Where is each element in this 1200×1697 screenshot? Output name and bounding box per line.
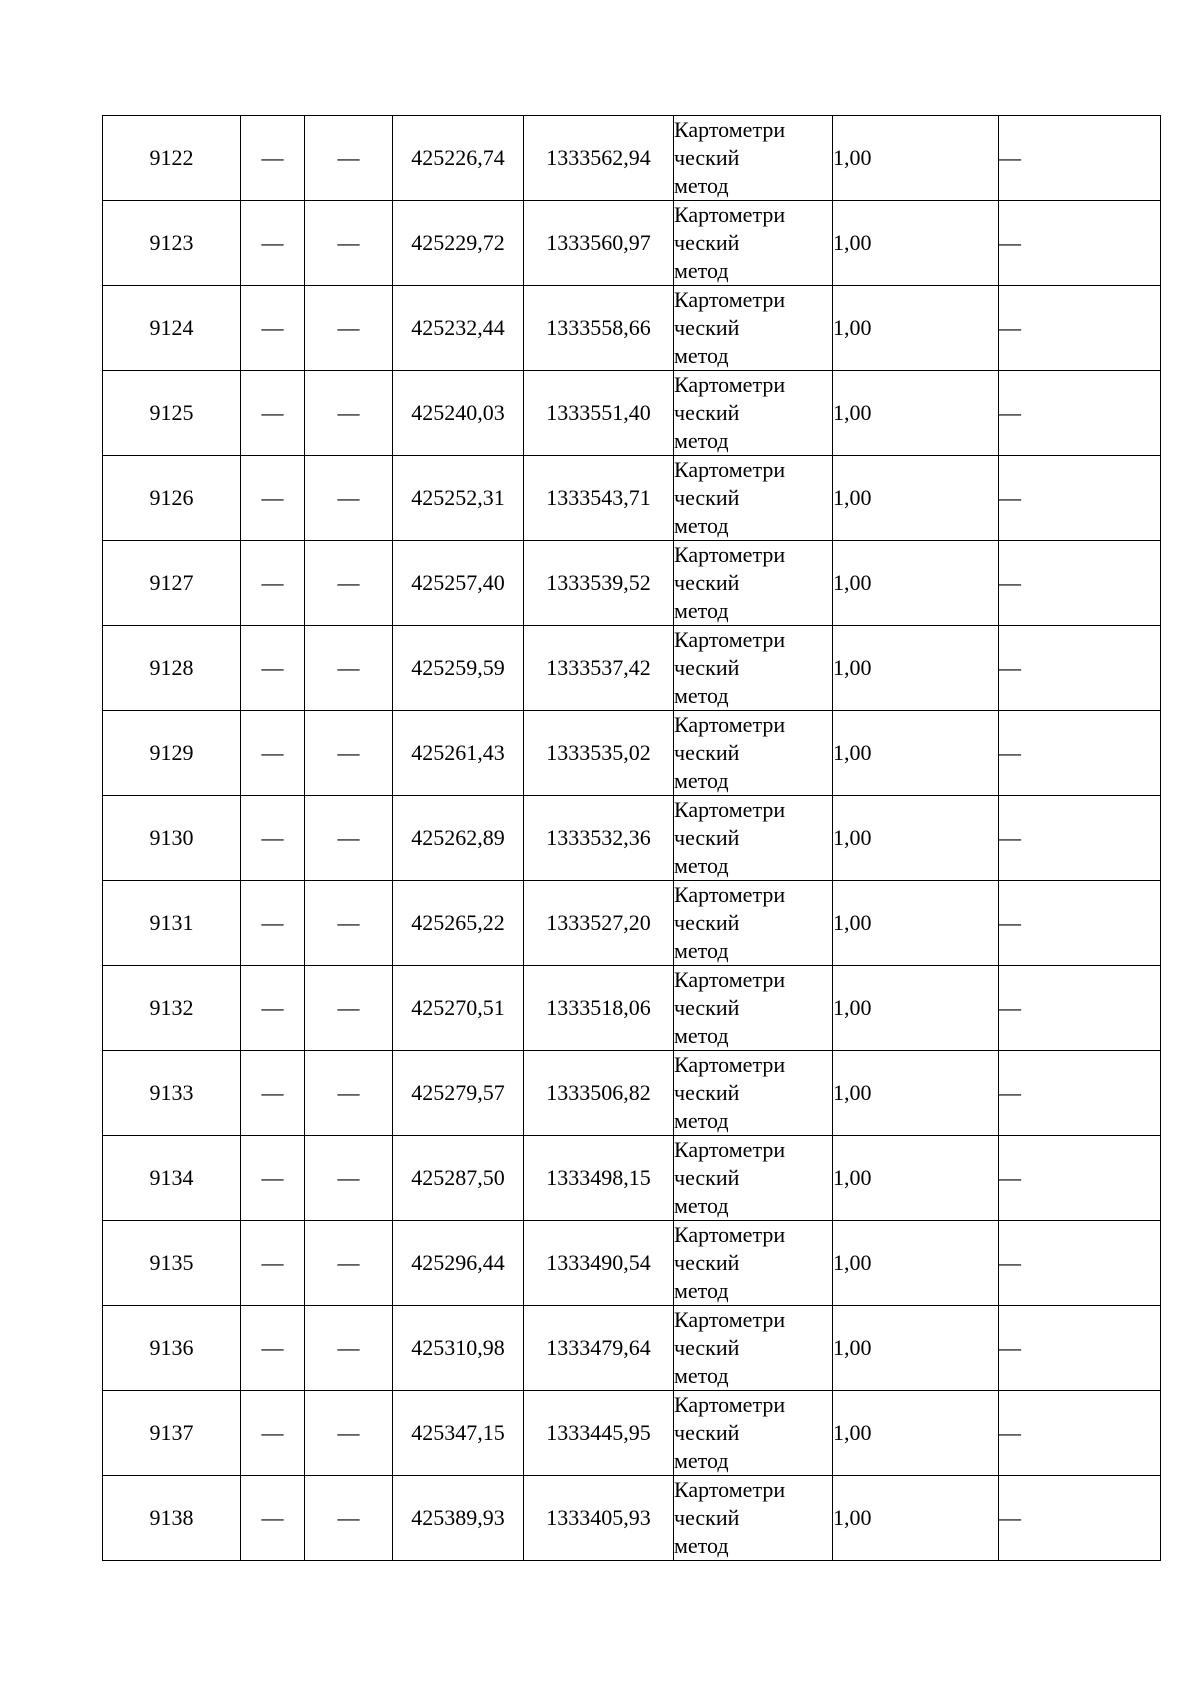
point-number-text: 9137 — [149, 1420, 194, 1445]
table-row — [103, 201, 1161, 286]
dash-cell — [999, 966, 1161, 1051]
dash-cell — [241, 456, 305, 541]
table-row — [103, 286, 1161, 371]
point-number-cell — [103, 626, 241, 711]
dash-cell — [305, 1051, 393, 1136]
x-coordinate-text: 425310,98 — [411, 1335, 505, 1360]
x-coordinate-cell — [393, 371, 524, 456]
dash-text: — — [261, 910, 284, 935]
dash-cell — [241, 116, 305, 201]
dash-text: — — [999, 1165, 1021, 1190]
accuracy-text: 1,00 — [833, 570, 872, 595]
accuracy-cell — [833, 796, 999, 881]
x-coordinate-text: 425232,44 — [411, 315, 505, 340]
dash-cell — [241, 881, 305, 966]
dash-text: — — [337, 230, 360, 255]
table-body — [103, 116, 1161, 1561]
point-number-text: 9130 — [149, 825, 194, 850]
x-coordinate-text: 425252,31 — [411, 485, 505, 510]
dash-cell — [305, 796, 393, 881]
point-number-text: 9122 — [149, 145, 194, 170]
accuracy-text: 1,00 — [833, 825, 872, 850]
point-number-text: 9133 — [149, 1080, 194, 1105]
dash-cell — [305, 116, 393, 201]
dash-text: — — [337, 995, 360, 1020]
dash-text: — — [999, 1080, 1021, 1105]
y-coordinate-cell — [524, 116, 674, 201]
accuracy-cell — [833, 456, 999, 541]
dash-cell — [999, 1476, 1161, 1561]
dash-cell — [999, 796, 1161, 881]
dash-cell — [305, 1136, 393, 1221]
dash-cell — [241, 796, 305, 881]
x-coordinate-cell — [393, 881, 524, 966]
method-text: Картометри ческий метод — [674, 1222, 786, 1303]
dash-cell — [241, 371, 305, 456]
accuracy-cell — [833, 1136, 999, 1221]
dash-text: — — [337, 315, 360, 340]
x-coordinate-cell — [393, 116, 524, 201]
table-row — [103, 1136, 1161, 1221]
accuracy-cell — [833, 626, 999, 711]
x-coordinate-cell — [393, 1136, 524, 1221]
y-coordinate-text: 1333537,42 — [546, 655, 651, 680]
dash-text: — — [337, 570, 360, 595]
dash-cell — [999, 626, 1161, 711]
dash-cell — [241, 711, 305, 796]
accuracy-cell — [833, 1221, 999, 1306]
accuracy-text: 1,00 — [833, 740, 872, 765]
point-number-text: 9138 — [149, 1505, 194, 1530]
y-coordinate-text: 1333551,40 — [546, 400, 651, 425]
method-cell — [674, 1476, 833, 1561]
point-number-cell — [103, 1051, 241, 1136]
y-coordinate-cell — [524, 1476, 674, 1561]
accuracy-cell — [833, 286, 999, 371]
point-number-cell — [103, 286, 241, 371]
point-number-cell — [103, 711, 241, 796]
x-coordinate-text: 425389,93 — [411, 1505, 505, 1530]
accuracy-cell — [833, 116, 999, 201]
x-coordinate-cell — [393, 286, 524, 371]
dash-text: — — [261, 485, 284, 510]
dash-text: — — [261, 1080, 284, 1105]
dash-cell — [305, 1306, 393, 1391]
method-cell — [674, 881, 833, 966]
dash-text: — — [999, 315, 1021, 340]
dash-cell — [999, 881, 1161, 966]
point-number-cell — [103, 881, 241, 966]
accuracy-text: 1,00 — [833, 995, 872, 1020]
dash-cell — [241, 1391, 305, 1476]
y-coordinate-cell — [524, 711, 674, 796]
x-coordinate-cell — [393, 1221, 524, 1306]
y-coordinate-cell — [524, 881, 674, 966]
y-coordinate-text: 1333560,97 — [546, 230, 651, 255]
y-coordinate-text: 1333518,06 — [546, 995, 651, 1020]
method-text: Картометри ческий метод — [674, 372, 786, 453]
accuracy-text: 1,00 — [833, 1080, 872, 1105]
accuracy-text: 1,00 — [833, 1165, 872, 1190]
x-coordinate-cell — [393, 796, 524, 881]
method-text: Картометри ческий метод — [674, 797, 786, 878]
method-text: Картометри ческий метод — [674, 882, 786, 963]
x-coordinate-cell — [393, 626, 524, 711]
method-text: Картометри ческий метод — [674, 287, 786, 368]
dash-cell — [305, 286, 393, 371]
table-row — [103, 1476, 1161, 1561]
accuracy-text: 1,00 — [833, 145, 872, 170]
dash-cell — [241, 1306, 305, 1391]
y-coordinate-cell — [524, 966, 674, 1051]
dash-cell — [305, 1476, 393, 1561]
dash-text: — — [999, 145, 1021, 170]
method-text: Картометри ческий метод — [674, 457, 786, 538]
dash-cell — [999, 1221, 1161, 1306]
dash-text: — — [999, 1505, 1021, 1530]
table-row — [103, 711, 1161, 796]
point-number-text: 9134 — [149, 1165, 194, 1190]
point-number-text: 9131 — [149, 910, 194, 935]
dash-cell — [999, 456, 1161, 541]
accuracy-text: 1,00 — [833, 1505, 872, 1530]
dash-text: — — [261, 1420, 284, 1445]
y-coordinate-cell — [524, 626, 674, 711]
accuracy-cell — [833, 1306, 999, 1391]
method-text: Картометри ческий метод — [674, 967, 786, 1048]
method-cell — [674, 286, 833, 371]
x-coordinate-cell — [393, 541, 524, 626]
accuracy-cell — [833, 541, 999, 626]
dash-text: — — [261, 1505, 284, 1530]
dash-text: — — [337, 485, 360, 510]
dash-cell — [241, 626, 305, 711]
dash-cell — [305, 1391, 393, 1476]
accuracy-cell — [833, 711, 999, 796]
dash-cell — [241, 1136, 305, 1221]
accuracy-text: 1,00 — [833, 910, 872, 935]
dash-cell — [999, 1051, 1161, 1136]
dash-text: — — [261, 145, 284, 170]
method-text: Картометри ческий метод — [674, 1392, 786, 1473]
y-coordinate-text: 1333532,36 — [546, 825, 651, 850]
point-number-text: 9126 — [149, 485, 194, 510]
method-text: Картометри ческий метод — [674, 627, 786, 708]
dash-cell — [241, 1221, 305, 1306]
dash-text: — — [999, 655, 1021, 680]
dash-text: — — [999, 400, 1021, 425]
table-row — [103, 1306, 1161, 1391]
method-cell — [674, 1391, 833, 1476]
x-coordinate-cell — [393, 456, 524, 541]
method-cell — [674, 1051, 833, 1136]
point-number-cell — [103, 1391, 241, 1476]
y-coordinate-cell — [524, 1051, 674, 1136]
x-coordinate-cell — [393, 1306, 524, 1391]
x-coordinate-text: 425226,74 — [411, 145, 505, 170]
point-number-text: 9129 — [149, 740, 194, 765]
dash-cell — [999, 371, 1161, 456]
x-coordinate-text: 425261,43 — [411, 740, 505, 765]
method-text: Картометри ческий метод — [674, 542, 786, 623]
dash-text: — — [999, 740, 1021, 765]
dash-cell — [241, 541, 305, 626]
accuracy-text: 1,00 — [833, 400, 872, 425]
dash-text: — — [999, 570, 1021, 595]
dash-cell — [305, 371, 393, 456]
x-coordinate-text: 425265,22 — [411, 910, 505, 935]
point-number-cell — [103, 201, 241, 286]
dash-text: — — [261, 1165, 284, 1190]
accuracy-cell — [833, 201, 999, 286]
method-text: Картометри ческий метод — [674, 1307, 786, 1388]
y-coordinate-text: 1333539,52 — [546, 570, 651, 595]
y-coordinate-cell — [524, 1306, 674, 1391]
x-coordinate-text: 425257,40 — [411, 570, 505, 595]
accuracy-text: 1,00 — [833, 1335, 872, 1360]
table-row — [103, 116, 1161, 201]
dash-cell — [999, 116, 1161, 201]
table-row — [103, 1391, 1161, 1476]
method-cell — [674, 796, 833, 881]
dash-text: — — [337, 1505, 360, 1530]
dash-cell — [305, 711, 393, 796]
dash-cell — [241, 1051, 305, 1136]
y-coordinate-cell — [524, 1221, 674, 1306]
dash-cell — [999, 201, 1161, 286]
point-number-cell — [103, 1306, 241, 1391]
dash-text: — — [999, 1420, 1021, 1445]
dash-text: — — [261, 400, 284, 425]
table-row — [103, 1221, 1161, 1306]
accuracy-cell — [833, 966, 999, 1051]
method-cell — [674, 116, 833, 201]
point-number-cell — [103, 1476, 241, 1561]
dash-cell — [305, 456, 393, 541]
x-coordinate-cell — [393, 1476, 524, 1561]
dash-text: — — [999, 485, 1021, 510]
y-coordinate-text: 1333498,15 — [546, 1165, 651, 1190]
table-row — [103, 881, 1161, 966]
point-number-text: 9125 — [149, 400, 194, 425]
method-text: Картометри ческий метод — [674, 1477, 786, 1558]
dash-text: — — [337, 655, 360, 680]
method-cell — [674, 541, 833, 626]
dash-text: — — [999, 1335, 1021, 1360]
dash-text: — — [999, 1250, 1021, 1275]
accuracy-cell — [833, 1476, 999, 1561]
dash-cell — [999, 1306, 1161, 1391]
dash-cell — [999, 711, 1161, 796]
accuracy-cell — [833, 371, 999, 456]
accuracy-text: 1,00 — [833, 1250, 872, 1275]
point-number-text: 9136 — [149, 1335, 194, 1360]
y-coordinate-cell — [524, 286, 674, 371]
point-number-text: 9135 — [149, 1250, 194, 1275]
method-text: Картометри ческий метод — [674, 202, 786, 283]
dash-text: — — [261, 740, 284, 765]
dash-cell — [241, 201, 305, 286]
method-text: Картометри ческий метод — [674, 1137, 786, 1218]
y-coordinate-text: 1333535,02 — [546, 740, 651, 765]
x-coordinate-cell — [393, 966, 524, 1051]
y-coordinate-cell — [524, 796, 674, 881]
table-row — [103, 626, 1161, 711]
dash-cell — [999, 1136, 1161, 1221]
table-row — [103, 796, 1161, 881]
method-cell — [674, 966, 833, 1051]
x-coordinate-cell — [393, 1051, 524, 1136]
dash-cell — [241, 966, 305, 1051]
dash-cell — [241, 1476, 305, 1561]
y-coordinate-cell — [524, 541, 674, 626]
dash-text: — — [261, 825, 284, 850]
accuracy-text: 1,00 — [833, 485, 872, 510]
y-coordinate-cell — [524, 456, 674, 541]
x-coordinate-text: 425279,57 — [411, 1080, 505, 1105]
dash-cell — [999, 541, 1161, 626]
dash-cell — [305, 1221, 393, 1306]
dash-text: — — [261, 570, 284, 595]
y-coordinate-cell — [524, 201, 674, 286]
dash-cell — [999, 286, 1161, 371]
point-number-text: 9124 — [149, 315, 194, 340]
accuracy-cell — [833, 881, 999, 966]
y-coordinate-text: 1333543,71 — [546, 485, 651, 510]
point-number-cell — [103, 371, 241, 456]
dash-cell — [999, 1391, 1161, 1476]
accuracy-text: 1,00 — [833, 315, 872, 340]
dash-cell — [305, 966, 393, 1051]
accuracy-text: 1,00 — [833, 655, 872, 680]
x-coordinate-cell — [393, 201, 524, 286]
table-row — [103, 966, 1161, 1051]
dash-text: — — [261, 1335, 284, 1360]
y-coordinate-text: 1333405,93 — [546, 1505, 651, 1530]
accuracy-cell — [833, 1051, 999, 1136]
accuracy-cell — [833, 1391, 999, 1476]
x-coordinate-text: 425259,59 — [411, 655, 505, 680]
dash-text: — — [261, 315, 284, 340]
point-number-text: 9128 — [149, 655, 194, 680]
table-row — [103, 456, 1161, 541]
dash-text: — — [337, 910, 360, 935]
point-number-cell — [103, 1136, 241, 1221]
x-coordinate-text: 425270,51 — [411, 995, 505, 1020]
dash-text: — — [261, 230, 284, 255]
dash-cell — [241, 286, 305, 371]
point-number-text: 9123 — [149, 230, 194, 255]
point-number-cell — [103, 456, 241, 541]
point-number-text: 9127 — [149, 570, 194, 595]
y-coordinate-text: 1333558,66 — [546, 315, 651, 340]
dash-text: — — [337, 825, 360, 850]
table-row — [103, 371, 1161, 456]
accuracy-text: 1,00 — [833, 1420, 872, 1445]
y-coordinate-cell — [524, 371, 674, 456]
point-number-text: 9132 — [149, 995, 194, 1020]
point-number-cell — [103, 796, 241, 881]
point-number-cell — [103, 966, 241, 1051]
dash-text: — — [337, 400, 360, 425]
dash-cell — [305, 881, 393, 966]
point-number-cell — [103, 116, 241, 201]
dash-text: — — [337, 740, 360, 765]
dash-text: — — [261, 1250, 284, 1275]
y-coordinate-text: 1333445,95 — [546, 1420, 651, 1445]
dash-text: — — [999, 995, 1021, 1020]
y-coordinate-text: 1333490,54 — [546, 1250, 651, 1275]
method-cell — [674, 1221, 833, 1306]
dash-cell — [305, 201, 393, 286]
point-number-cell — [103, 1221, 241, 1306]
method-cell — [674, 626, 833, 711]
dash-text: — — [999, 910, 1021, 935]
dash-text: — — [261, 995, 284, 1020]
x-coordinate-text: 425287,50 — [411, 1165, 505, 1190]
dash-text: — — [337, 1335, 360, 1360]
method-cell — [674, 371, 833, 456]
dash-text: — — [337, 145, 360, 170]
accuracy-text: 1,00 — [833, 230, 872, 255]
method-text: Картометри ческий метод — [674, 1052, 786, 1133]
coordinates-table — [102, 115, 1161, 1561]
y-coordinate-text: 1333479,64 — [546, 1335, 651, 1360]
x-coordinate-cell — [393, 711, 524, 796]
dash-text: — — [337, 1080, 360, 1105]
x-coordinate-text: 425347,15 — [411, 1420, 505, 1445]
point-number-cell — [103, 541, 241, 626]
dash-text: — — [337, 1165, 360, 1190]
dash-cell — [305, 626, 393, 711]
x-coordinate-text: 425296,44 — [411, 1250, 505, 1275]
method-cell — [674, 1306, 833, 1391]
method-cell — [674, 201, 833, 286]
method-cell — [674, 711, 833, 796]
y-coordinate-text: 1333562,94 — [546, 145, 651, 170]
dash-text: — — [337, 1250, 360, 1275]
table-row — [103, 1051, 1161, 1136]
method-cell — [674, 456, 833, 541]
x-coordinate-text: 425240,03 — [411, 400, 505, 425]
x-coordinate-text: 425262,89 — [411, 825, 505, 850]
dash-text: — — [261, 655, 284, 680]
method-text: Картометри ческий метод — [674, 712, 786, 793]
table-row — [103, 541, 1161, 626]
method-text: Картометри ческий метод — [674, 117, 786, 198]
x-coordinate-text: 425229,72 — [411, 230, 505, 255]
x-coordinate-cell — [393, 1391, 524, 1476]
y-coordinate-cell — [524, 1391, 674, 1476]
dash-text: — — [337, 1420, 360, 1445]
y-coordinate-text: 1333527,20 — [546, 910, 651, 935]
dash-text: — — [999, 825, 1021, 850]
dash-text: — — [999, 230, 1021, 255]
method-cell — [674, 1136, 833, 1221]
y-coordinate-cell — [524, 1136, 674, 1221]
dash-cell — [305, 541, 393, 626]
y-coordinate-text: 1333506,82 — [546, 1080, 651, 1105]
